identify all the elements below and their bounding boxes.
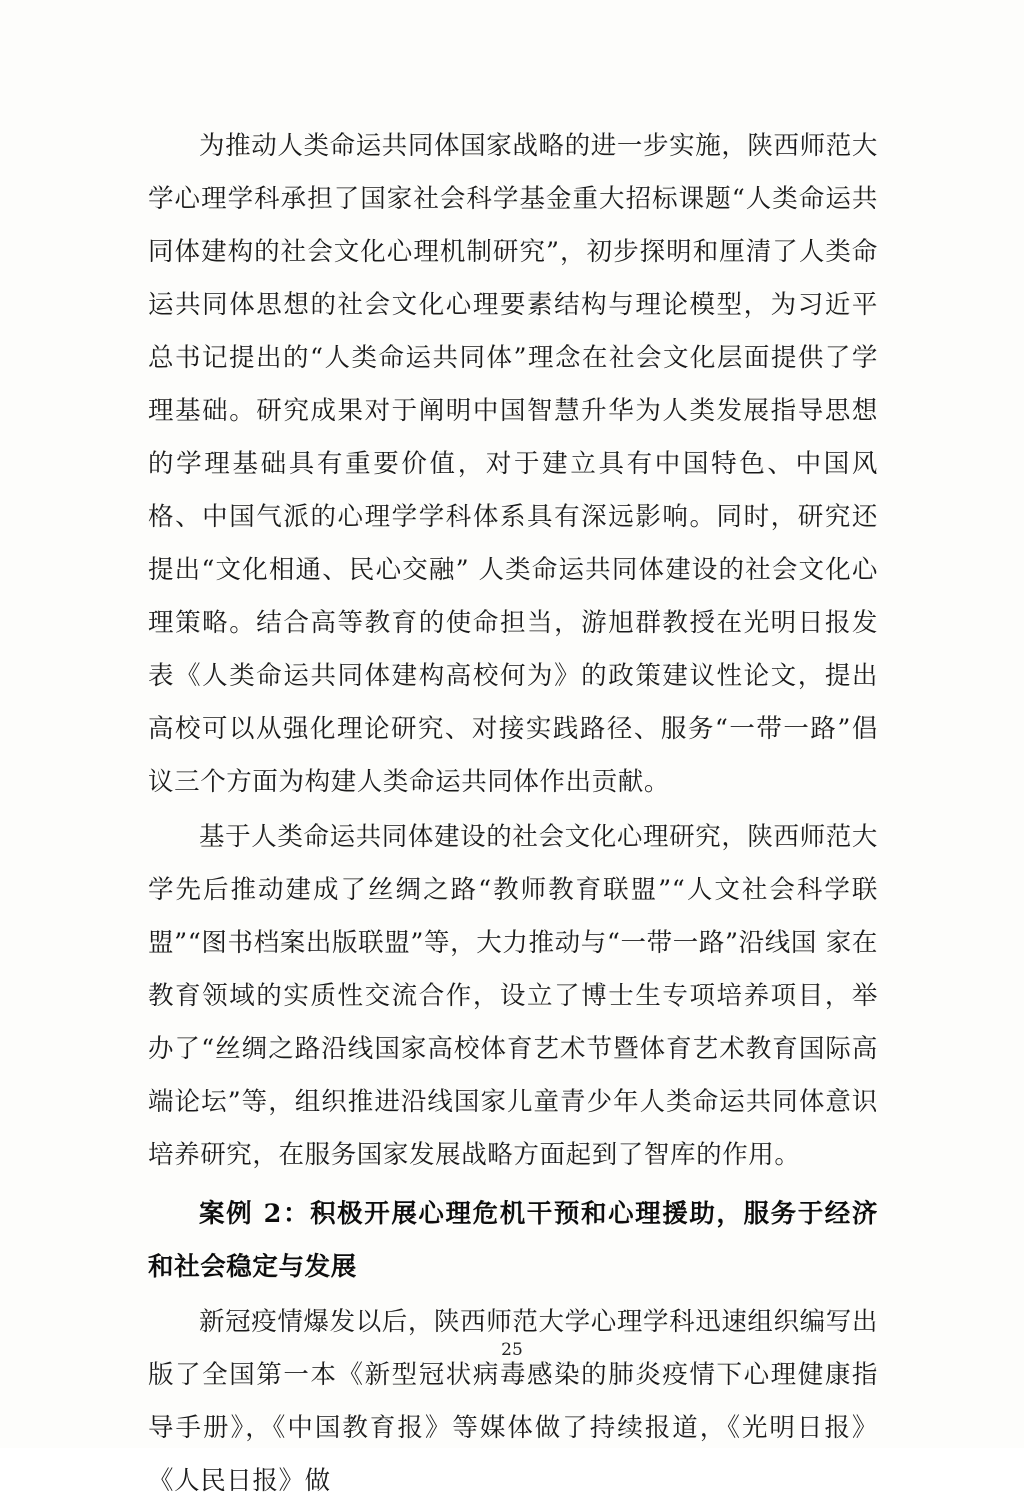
case-heading: 案例 2：积极开展心理危机干预和心理援助，服务于经济和社会稳定与发展 — [148, 1199, 878, 1282]
page-number: 25 — [501, 1340, 523, 1360]
page-body — [148, 120, 878, 1510]
paragraph-2: 基于人类命运共同体建设的社会文化心理研究，陕西师范大学先后推动建成了丝绸之路“教师教育联盟”“人文社会科学联盟”“图书档案出版联盟”等，大力推动与“一带一路”沿线国 家在教育领域的实质性交流合作，设立了博士生专项培养项目，举办了“丝绸之路沿线国家高校体育艺术节暨体育艺术教育国际高端论坛”等，组织推进沿线国家儿童青少年人类命运共同体意识培养研究，在服务国家发展战略方面起到了智库的作用。 — [148, 822, 878, 1170]
paragraph-1: 为推动人类命运共同体国家战略的进一步实施，陕西师范大学心理学科承担了国家社会科学基金重大招标课题“人类命运共同体建构的社会文化心理机制研究”，初步探明和厘清了人类命运共同体思想的社会文化心理要素结构与理论模型，为习近平总书记提出的“人类命运共同体”理念在社会文化层面提供了学理基础。研究成果对于阐明中国智慧升华为人类发展指导思想的学理基础具有重要价值，对于建立具有中国特色、中国风格、中国气派的心理学学科体系具有深远影响。同时，研究还提出“文化相通、民心交融” 人类命运共同体建设的社会文化心理策略。结合高等教育的使命担当，游旭群教授在光明日报发表《人类命运共同体建构高校何为》的政策建议性论文，提出高校可以从强化理论研究、对接实践路径、服务“一带一路”倡议三个方面为构建人类命运共同体作出贡献。 — [148, 131, 878, 797]
paragraph-3: 新冠疫情爆发以后，陕西师范大学心理学科迅速组织编写出版了全国第一本《新型冠状病毒感染的肺炎疫情下心理健康指导手册》，《中国教育报》等媒体做了持续报道，《光明日报》《人民日报》做 — [148, 1307, 878, 1496]
